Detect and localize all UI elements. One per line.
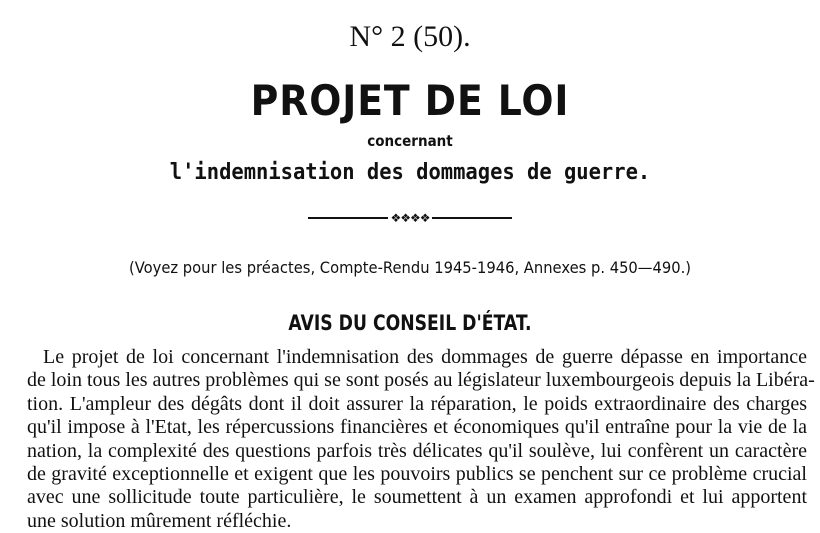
paragraph-line: de loin tous les autres problèmes qui se sont posés au législateur luxembourgeois depuis la Libéra- (27, 369, 815, 392)
document-title: PROJET DE LOI (250, 76, 570, 125)
body-paragraph (27, 346, 815, 533)
ornamental-divider (0, 210, 820, 226)
paragraph-line: tion. L'ampleur des dégâts dont il doit assurer la réparation, le poids extraordinaire des charges (27, 392, 807, 415)
reference-note: (Voyez pour les préactes, Compte-Rendu 1945-1946, Annexes p. 450—490.) (128, 258, 692, 277)
section-heading: AVIS DU CONSEIL D'ÉTAT. (288, 311, 532, 335)
document-subtitle: l'indemnisation des dommages de guerre. (169, 160, 651, 185)
divider-rule-right (432, 217, 512, 219)
divider-rule-left (308, 217, 388, 219)
paragraph-line: avec une sollicitude toute particulière, le soumettent à un examen approfondi et lui apportent (27, 486, 807, 509)
paragraph-line: de gravité exceptionnelle et exigent que les pouvoirs publics se penchent sur ce problème crucial (27, 463, 807, 486)
ornament-diamonds-icon: ❖❖❖❖ (390, 210, 430, 225)
title-connector: concernant (367, 132, 453, 150)
paragraph-line: nation, la complexité des questions parfois très délicates qu'il soulève, lui confèrent un caractère (27, 439, 807, 462)
document-number: N° 2 (50). (349, 20, 471, 53)
paragraph-line: une solution mûrement réfléchie. (27, 509, 292, 532)
paragraph-line: qu'il impose à l'Etat, les répercussions financières et économiques qu'il entraîne pour la vie de la (27, 416, 807, 439)
paragraph-line: Le projet de loi concernant l'indemnisation des dommages de guerre dépasse en importance (43, 346, 807, 368)
